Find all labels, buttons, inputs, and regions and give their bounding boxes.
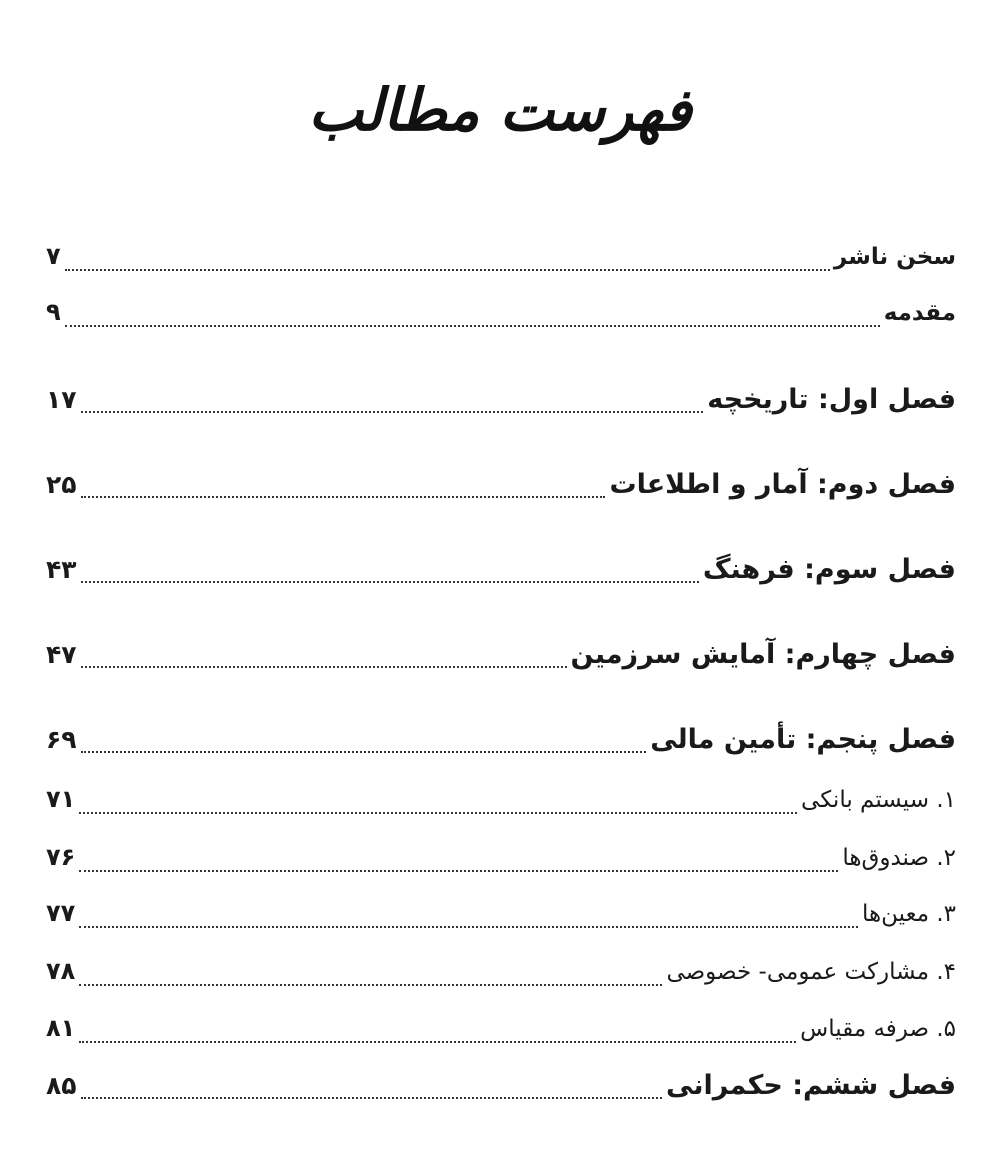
toc-entry-label: ۱. سیستم بانکی: [801, 787, 956, 813]
toc-entry-label: فصل اول: تاریخچه: [707, 384, 956, 415]
dot-leader: [79, 984, 662, 986]
dot-leader: [79, 870, 838, 872]
toc-entry-page-number: ۴۷: [46, 640, 77, 669]
dot-leader: [81, 496, 606, 498]
toc-entry-page-number: ۷: [46, 242, 61, 270]
toc-entry-label: فصل سوم: فرهنگ: [702, 554, 956, 585]
toc-entry-chapter-5[interactable]: [46, 724, 956, 764]
toc-entry-chapter-4[interactable]: [46, 639, 956, 679]
toc-entry-section-5-3[interactable]: [46, 899, 956, 939]
toc-entry-label: فصل پنجم: تأمین مالی: [650, 724, 956, 755]
toc-entry-label: ۴. مشارکت عمومی- خصوصی: [666, 959, 956, 985]
page-title: فهرست مطالب: [308, 76, 692, 144]
toc-entry-label: سخن ناشر: [833, 244, 956, 270]
toc-entry-section-5-2[interactable]: [46, 843, 956, 883]
toc-entry-page-number: ۶۹: [46, 725, 77, 754]
toc-entry-page-number: ۷۷: [46, 899, 76, 927]
toc-entry-page-number: ۹: [46, 298, 61, 326]
toc-entry-page-number: ۷۱: [46, 785, 76, 813]
toc-entry-publisher-note[interactable]: [46, 242, 956, 282]
toc-entry-chapter-3[interactable]: [46, 554, 956, 594]
toc-entry-section-5-4[interactable]: [46, 957, 956, 997]
toc-entry-chapter-2[interactable]: [46, 469, 956, 509]
toc-entry-page-number: ۷۶: [46, 843, 76, 871]
toc-entry-page-number: ۸۱: [46, 1014, 76, 1042]
toc-entry-section-5-5[interactable]: [46, 1014, 956, 1054]
toc-entry-introduction[interactable]: [46, 298, 956, 338]
toc-entry-page-number: ۱۷: [46, 385, 77, 414]
dot-leader: [79, 1041, 796, 1043]
toc-entry-chapter-6[interactable]: [46, 1070, 956, 1110]
toc-entry-label: مقدمه: [883, 300, 956, 326]
dot-leader: [79, 926, 858, 928]
toc-entry-label: ۳. معین‌ها: [862, 901, 956, 927]
toc-entry-page-number: ۷۸: [46, 957, 76, 985]
toc-entry-section-5-1[interactable]: [46, 785, 956, 825]
dot-leader: [65, 269, 830, 271]
toc-entry-label: ۵. صرفه مقیاس: [800, 1016, 956, 1042]
dot-leader: [79, 812, 797, 814]
dot-leader: [81, 751, 647, 753]
toc-entry-label: فصل دوم: آمار و اطلاعات: [609, 469, 956, 500]
dot-leader: [81, 581, 699, 583]
toc-entry-page-number: ۴۳: [46, 555, 77, 584]
toc-entry-page-number: ۸۵: [46, 1071, 77, 1100]
dot-leader: [65, 325, 880, 327]
toc-entry-label: فصل ششم: حکمرانی: [666, 1070, 956, 1101]
dot-leader: [81, 411, 704, 413]
toc-entry-page-number: ۲۵: [46, 470, 77, 499]
toc-entry-label: فصل چهارم: آمایش سرزمین: [570, 639, 956, 670]
toc-entry-label: ۲. صندوق‌ها: [842, 845, 956, 871]
toc-entry-chapter-1[interactable]: [46, 384, 956, 424]
dot-leader: [81, 1097, 663, 1099]
dot-leader: [81, 666, 567, 668]
